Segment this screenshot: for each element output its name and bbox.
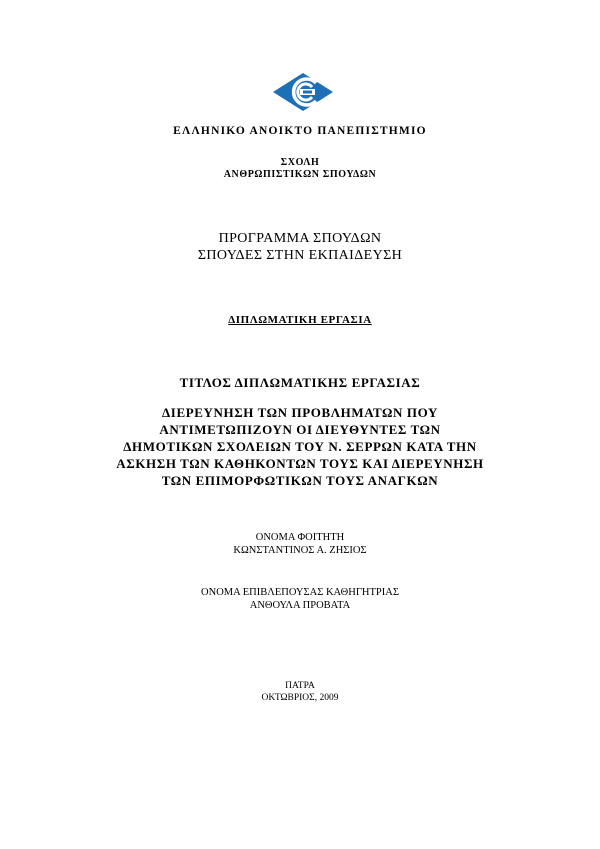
supervisor-label: ΟΝΟΜΑ ΕΠΙΒΛΕΠΟΥΣΑΣ ΚΑΘΗΓΗΤΡΙΑΣ (201, 587, 399, 598)
document-type: ΔΙΠΛΩΜΑΤΙΚΗ ΕΡΓΑΣΙΑ (228, 314, 372, 326)
thesis-title-label: ΤΙΤΛΟΣ ΔΙΠΛΩΜΑΤΙΚΗΣ ΕΡΓΑΣΙΑΣ (179, 375, 421, 390)
thesis-title-line: ΔΗΜΟΤΙΚΩΝ ΣΧΟΛΕΙΩΝ ΤΟΥ Ν. ΣΕΡΡΩΝ ΚΑΤΑ ΤΗΝ (123, 439, 477, 454)
thesis-title-line: ΑΣΚΗΣΗ ΤΩΝ ΚΑΘΗΚΟΝΤΩΝ ΤΟΥΣ ΚΑΙ ΔΙΕΡΕΥΝΗΣΗ (116, 456, 484, 471)
student-name: ΚΩΝΣΤΑΝΤΙΝΟΣ Α. ΖΗΣΙΟΣ (233, 545, 367, 556)
date: ΟΚΤΩΒΡΙΟΣ, 2009 (261, 693, 339, 703)
thesis-title-line: ΤΩΝ ΕΠΙΜΟΡΦΩΤΙΚΩΝ ΤΟΥΣ ΑΝΑΓΚΩΝ (161, 473, 439, 488)
university-name: ΕΛΛΗΝΙΚΟ ΑΝΟΙΚΤΟ ΠΑΝΕΠΙΣΤΗΜΙΟ (173, 125, 427, 137)
university-logo-icon (272, 72, 334, 112)
school-name: ΑΝΘΡΩΠΙΣΤΙΚΩΝ ΣΠΟΥΔΩΝ (223, 169, 377, 180)
program-name: ΣΠΟΥΔΕΣ ΣΤΗΝ ΕΚΠΑΙΔΕΥΣΗ (197, 248, 403, 263)
supervisor-name: ΑΝΘΟΥΛΑ ΠΡΟΒΑΤΑ (249, 600, 351, 611)
program-label: ΠΡΟΓΡΑΜΜΑ ΣΠΟΥΔΩΝ (218, 231, 382, 246)
place: ΠΑΤΡΑ (285, 681, 315, 691)
student-label: ΟΝΟΜΑ ΦΟΙΤΗΤΗ (255, 532, 345, 543)
school-label: ΣΧΟΛΗ (280, 157, 320, 168)
thesis-title-line: ΑΝΤΙΜΕΤΩΠΙΖΟΥΝ ΟΙ ΔΙΕΥΘΥΝΤΕΣ ΤΩΝ (159, 422, 441, 437)
thesis-title-line: ΔΙΕΡΕΥΝΗΣΗ ΤΩΝ ΠΡΟΒΛΗΜΑΤΩΝ ΠΟΥ (162, 405, 438, 420)
